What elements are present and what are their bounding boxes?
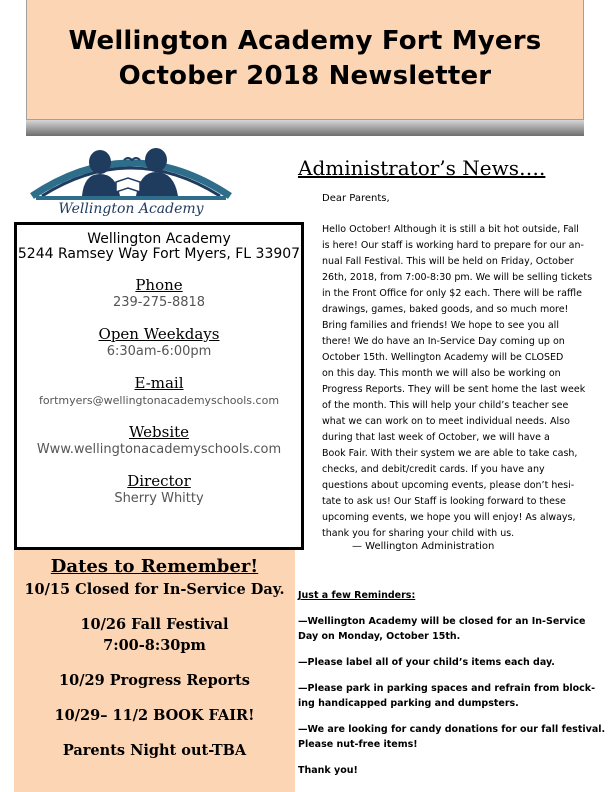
reminder-line: —Please label all of your child’s items each day. — [298, 657, 555, 668]
date-item: 10/15 Closed for In-Service Day. — [24, 581, 285, 598]
logo-caption: Wellington Academy — [58, 201, 204, 217]
info-website-link[interactable]: Www.wellingtonacademyschools.com — [36, 442, 282, 457]
letter-line: is here! Our staff is working hard to prepare for our an- — [322, 240, 584, 251]
letter-line: Hello October! Although it is still a bit hot outside, Fall — [322, 224, 579, 235]
letter-line: questions about upcoming events, please don’t hesi- — [322, 480, 575, 491]
dates-to-remember-box — [14, 550, 295, 792]
letter-line: during that last week of October, we will have a — [322, 432, 550, 443]
date-item: 10/29– 11/2 BOOK FAIR! — [54, 707, 255, 724]
letter-line: drawings, games, baked goods, and so much more! — [322, 304, 569, 315]
reminder-line: —We are looking for candy donations for our fall festival. — [298, 724, 606, 735]
info-phone-number[interactable]: 239-275-8818 — [112, 295, 206, 310]
reminder-item — [298, 655, 598, 670]
info-phone-heading: Phone — [135, 276, 183, 294]
reminder-line: ing handicapped parking and dumpsters. — [298, 698, 519, 709]
date-item: Parents Night out-TBA — [62, 742, 247, 759]
info-website-heading: Website — [128, 423, 190, 441]
admin-letter-body — [322, 222, 593, 542]
letter-line: October 15th. Wellington Academy will be CLOSED — [322, 352, 564, 363]
letter-line: upcoming events, we hope you will enjoy! As always, — [322, 512, 576, 523]
info-email-heading: E-mail — [134, 374, 184, 392]
newsletter-header — [26, 0, 584, 120]
letter-line: there! We do have an In-Service Day coming up on — [322, 336, 565, 347]
letter-line: in the Front Office for only $2 each. There will be raffle — [322, 288, 582, 299]
letter-line: thank you for sharing your child with us. — [322, 528, 515, 539]
info-hours: 6:30am-6:00pm — [106, 344, 212, 359]
letter-signature: — Wellington Administration — [352, 541, 495, 552]
info-school-name: Wellington Academy — [87, 231, 231, 247]
date-item: 10/26 Fall Festival — [80, 616, 229, 633]
letter-line: nual Fall Festival. This will be held on Friday, October — [322, 256, 574, 267]
info-address: 5244 Ramsey Way Fort Myers, FL 33907 — [17, 246, 301, 262]
letter-line: on this day. This month we will also be working on — [322, 368, 561, 379]
reminder-line: Please nut-free items! — [298, 739, 418, 750]
reminder-item — [298, 614, 598, 644]
letter-line: of the month. This will help your child’s teacher see — [322, 400, 569, 411]
date-item: 10/29 Progress Reports — [59, 672, 250, 689]
reminder-line: —Wellington Academy will be closed for an In-Service — [298, 616, 586, 627]
info-director-name: Sherry Whitty — [114, 491, 204, 506]
info-hours-heading: Open Weekdays — [98, 325, 220, 343]
contact-info-box — [14, 222, 304, 550]
header-newsletter-title: October 2018 Newsletter — [118, 61, 492, 91]
reminder-line: —Please park in parking spaces and refrain from block- — [298, 683, 596, 694]
letter-line: tate to ask us! Our Staff is looking forward to these — [322, 496, 566, 507]
letter-greeting: Dear Parents, — [322, 193, 390, 204]
header-school-title: Wellington Academy Fort Myers — [68, 26, 542, 56]
reminders-title: Just a few Reminders: — [298, 590, 416, 601]
reminders-section — [298, 588, 606, 778]
reminder-line: Day on Monday, October 15th. — [298, 631, 461, 642]
dates-title: Dates to Remember! — [50, 556, 259, 577]
letter-line: checks, and debit/credit cards. If you have any — [322, 464, 545, 475]
letter-line: Book Fair. With their system we are able to take cash, — [322, 448, 578, 459]
letter-line: Progress Reports. They will be sent home the last week — [322, 384, 586, 395]
info-email-link[interactable]: fortmyers@wellingtonacademyschools.com — [38, 394, 280, 407]
letter-line: 26th, 2018, from 7:00-8:30 pm. We will be selling tickets — [322, 272, 593, 283]
reminder-item — [298, 681, 598, 711]
date-item: 7:00-8:30pm — [103, 637, 206, 654]
letter-line: Bring families and friends! We hope to see you all — [322, 320, 559, 331]
info-director-heading: Director — [127, 472, 191, 490]
reminder-item — [298, 722, 606, 752]
reminders-thanks: Thank you! — [298, 765, 358, 776]
letter-line: what we can work on to meet individual needs. Also — [322, 416, 570, 427]
admin-news-title: Administrator’s News…. — [298, 156, 546, 180]
wellington-academy-logo — [28, 138, 234, 222]
header-gradient-bar — [26, 120, 584, 136]
